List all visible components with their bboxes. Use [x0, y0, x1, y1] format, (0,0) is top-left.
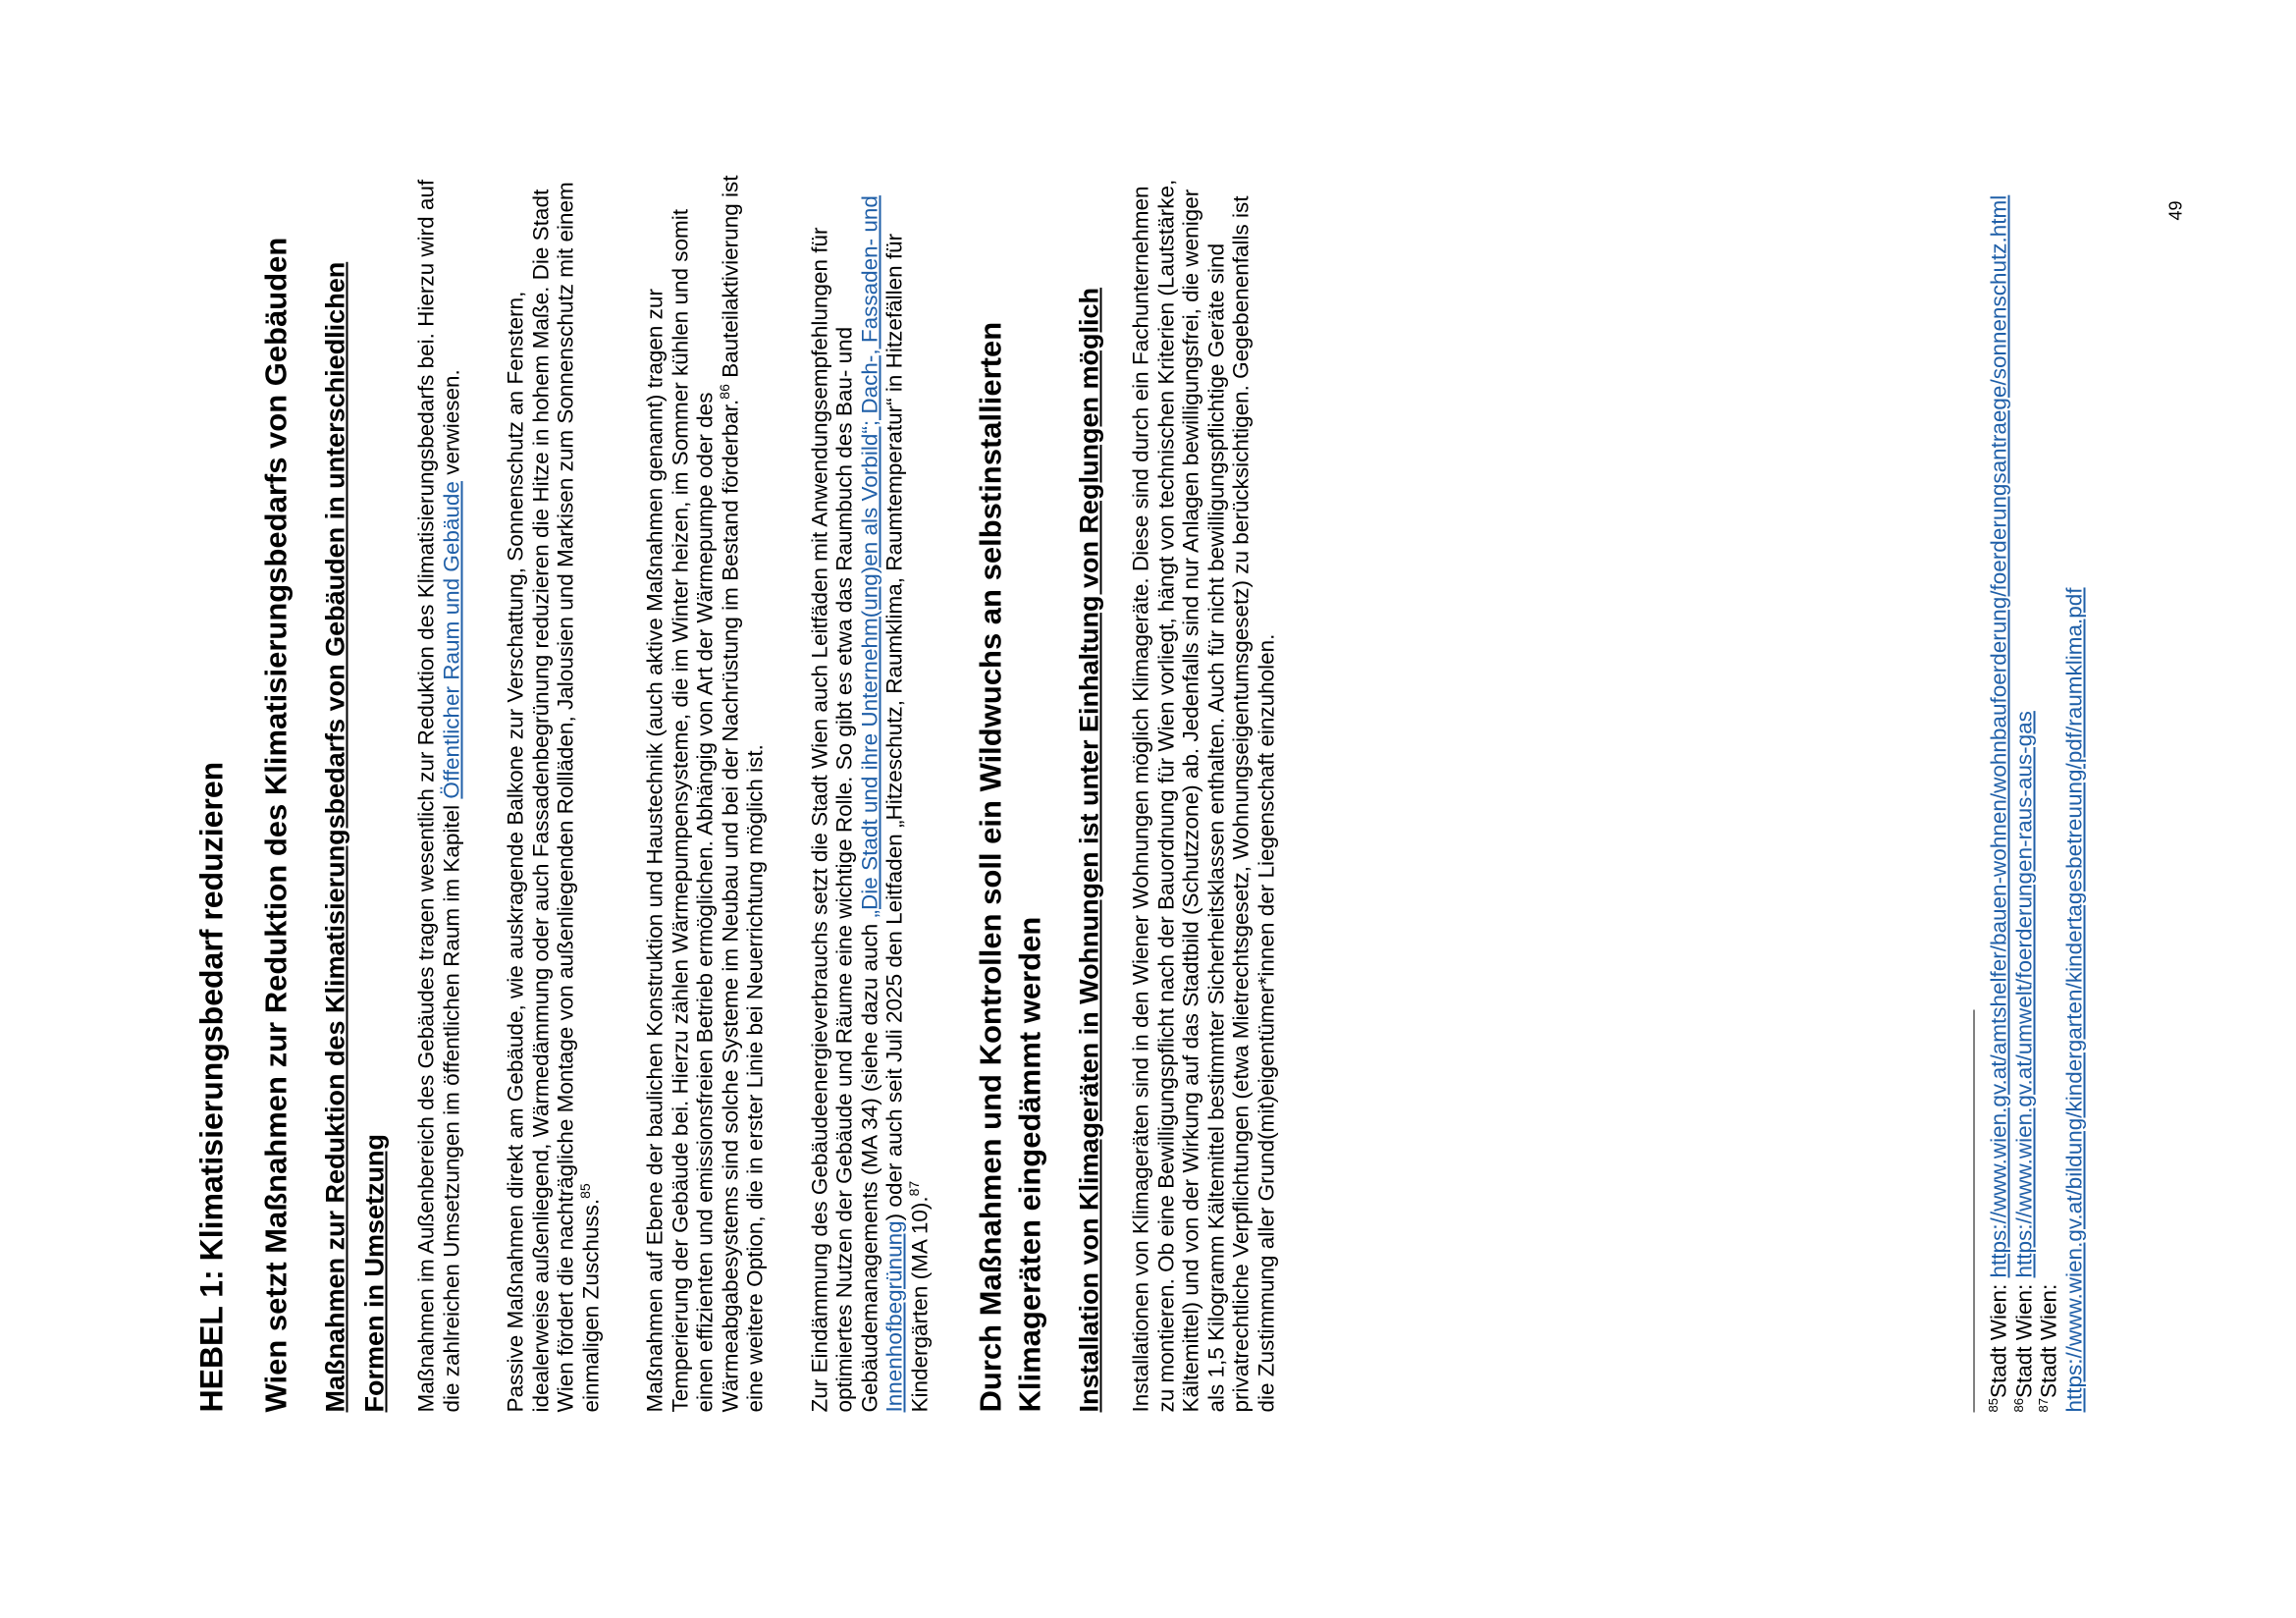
- footnote-label: Stadt Wien:: [2036, 1283, 2060, 1398]
- footnote-86: [2011, 175, 2037, 1412]
- footnote-label: Stadt Wien:: [2010, 1276, 2036, 1398]
- paragraph-text: Passive Maßnahmen direkt am Gebäude, wie auskragende Balkone zur Verschattung, Sonnenschutz an Fenstern, idealerweise außenliegend, Wärmedämmung oder auch Fassadenbegrünung reduzieren die Hitze in hohem Maße. Die Stadt Wien fördert die nachträgliche Montage von außenliegenden Rollläden, Jalousien und Markisen zum Sonnenschutz mit einem einmaligen Zuschuss.: [503, 181, 603, 1412]
- footnote-ref-86[interactable]: 86: [716, 383, 731, 400]
- paragraph-text: Zur Eindämmung des Gebäudeenergieverbrauchs setzt die Stadt Wien auch Leitfäden mit Anwendungsempfehlungen für optimiertes Nutzen der Gebäude und Räume eine wichtige Rolle. So gibt es etwa das Raumbuch des Bau- und Gebäudemanagements (MA 34) (siehe dazu auch: [806, 227, 881, 1412]
- paragraph-passive-measures: [503, 175, 603, 1412]
- footnote-number: 85: [1985, 1397, 2001, 1412]
- section-heading-2: Durch Maßnahmen und Kontrollen soll ein Wildwuchs an selbstinstallierten Klimageräten eingedämmt werden: [973, 321, 1046, 1412]
- page-content: [191, 175, 1317, 1412]
- footnotes: [1973, 175, 2086, 1412]
- footnote-label: Stadt Wien:: [1986, 1276, 2010, 1398]
- paragraph-outdoor-measures: [413, 175, 463, 1412]
- link-stadt-vorbild[interactable]: „Die Stadt und ihre Unternehm(ung)en als Vorbild“; Dach-, Fassaden- und Innenhofbegrünung: [856, 194, 906, 1412]
- footnote-number: 86: [2010, 1397, 2025, 1412]
- page-number: 49: [2165, 199, 2185, 220]
- paragraph-guidelines: [807, 175, 933, 1412]
- footnote-link-85[interactable]: https://www.wien.gv.at/amtshelfer/bauen-wohnen/wohnbaufoerderung/foerderungsantraege/sonnenschutz.html: [1986, 194, 2010, 1277]
- footnote-ref-87[interactable]: 87: [905, 1180, 921, 1196]
- footnote-ref-85[interactable]: 85: [576, 1182, 592, 1199]
- paragraph-text: Maßnahmen im Außenbereich des Gebäudes tragen wesentlich zur Reduktion des Klimatisierungsbedarfs bei. Hierzu wird auf die zahlreichen Umsetzungen im öffentlichen Raum im Kapitel: [413, 179, 463, 1412]
- paragraph-installation: Installationen von Klimageräten sind in den Wiener Wohnungen möglich Klimageräte. Diese sind durch ein Fachunternehmen zu montieren. Ob eine Bewilligungspflicht nach der Bauordnung für Wien vorliegt, hängt von technischen Kriterien (Lautstärke, Kältemittel) und von der Wirkung auf das Stadtbild (Schutzzone) ab. Jedenfalls sind nur Anlagen bewilligungsfrei, die weniger als 1,5 Kilogramm Kältemittel bestimmter Sicherheitsklassen enthalten. Auch für nicht bewilligungspflichtige Geräte sind privatrechtliche Verpflichtungen (etwa Mietrechtsgesetz, Wohnungseigentumsgesetz) zu berücksichtigen. Gegebenenfalls ist die Zustimmung aller Grund(mit)eigentümer*innen der Liegenschaft einzuholen.: [1128, 179, 1278, 1412]
- paragraph-text: Maßnahmen auf Ebene der baulichen Konstruktion und Haustechnik (auch aktive Maßnahmen genannt) tragen zur Temperierung der Gebäude bei. Hierzu zählen Wärmepumpensysteme, die im Winter heizen, im Sommer kühlen und somit einen effizienten und emissionsfreien Betrieb ermöglichen. Abhängig von Art der Wärmepumpe oder des Wärmeabgabesystems sind solche Systeme im Neubau und bei der Nachrüstung im Bestand förderbar.: [642, 208, 742, 1412]
- document-title: HEBEL 1: Klimatisierungsbedarf reduzieren: [193, 761, 229, 1412]
- footnote-link-87[interactable]: https://www.wien.gv.at/bildung/kindergarten/kindertagesbetreuung/pdf/raumklima.pdf: [2060, 586, 2086, 1412]
- footnote-87: [2036, 175, 2086, 1412]
- paragraph-text: ) oder auch seit Juli 2025 den Leitfaden „Hitzeschutz, Raumklima, Raumtemperatur“ in Hitzefällen für Kindergärten (MA 10).: [881, 233, 932, 1412]
- footnote-number: 87: [2035, 1397, 2051, 1412]
- section-heading-1: Wien setzt Maßnahmen zur Reduktion des Klimatisierungsbedarfs von Gebäuden: [258, 237, 293, 1412]
- subsection-heading-2: Installation von Klimageräten in Wohnungen ist unter Einhaltung von Reglungen möglich: [1074, 287, 1103, 1412]
- link-oeffentlicher-raum[interactable]: Öffentlicher Raum und Gebäude: [438, 480, 463, 799]
- footnote-85: [1986, 175, 2011, 1412]
- subsection-heading-1: Maßnahmen zur Reduktion des Klimatisierungsbedarfs von Gebäuden in unterschiedlichen Formen in Umsetzung: [320, 261, 389, 1412]
- paragraph-text: Bauteilaktivierung ist eine weitere Option, die in erster Linie bei Neuerrichtung möglich ist.: [717, 175, 767, 1412]
- paragraph-text: verwiesen.: [438, 368, 463, 481]
- footnote-separator: [1973, 1009, 1974, 1412]
- paragraph-active-measures: [642, 175, 768, 1412]
- footnote-link-86[interactable]: https://www.wien.gv.at/umwelt/foerderungen-raus-aus-gas: [2010, 710, 2036, 1277]
